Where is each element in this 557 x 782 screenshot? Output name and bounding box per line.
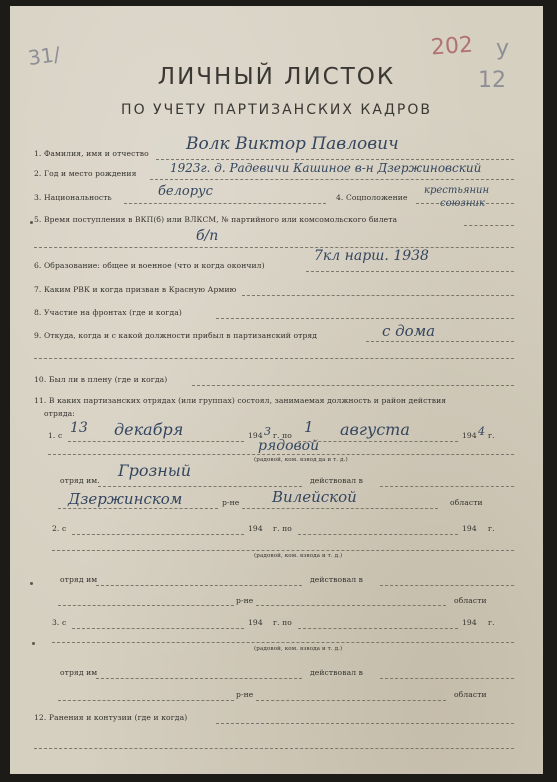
field-5-value: б/п (196, 228, 219, 244)
unit-1-name-label: отряд им. (60, 476, 100, 485)
archive-note-top-left: 31/ (26, 41, 62, 71)
field-10-line (192, 385, 514, 386)
unit-2-to-line (298, 534, 458, 535)
field-10-label: 10. Был ли в плену (где и когда) (34, 375, 168, 384)
field-6-line (306, 271, 514, 272)
field-7-line (242, 295, 514, 296)
field-1-line (156, 159, 514, 160)
field-8-line (216, 318, 514, 319)
unit-3-number: 3. с (52, 618, 67, 627)
unit-3-till: г. по (273, 618, 292, 627)
field-11-label-cont: отряда: (44, 409, 75, 418)
unit-2-name-line (96, 585, 302, 586)
field-9-line (366, 341, 514, 342)
field-12-line-2 (34, 748, 514, 749)
archive-note-top-right-b: 12 (478, 68, 506, 93)
unit-2-region-label: области (454, 596, 487, 605)
unit-1-acted-line (380, 486, 514, 487)
unit-1-from-day: 13 (70, 420, 88, 436)
field-3-label: 3. Национальность (34, 193, 112, 202)
field-5-label: 5. Время поступления в ВКП(б) или ВЛКСМ, № партийного или комсомольского билета (34, 215, 398, 224)
field-4-value-b: союзник (440, 198, 485, 209)
unit-1-from-year: 194 (248, 431, 263, 440)
field-9-line-2 (34, 358, 514, 359)
field-12-line (216, 723, 514, 724)
field-9-value: с дома (382, 322, 436, 340)
field-1-label: 1. Фамилия, имя и отчество (34, 149, 149, 158)
binding-hole (32, 642, 35, 645)
field-2-value: 1923г. д. Радевичи Кашиное в-н Дзержиновский (170, 161, 482, 175)
unit-3-name-line (96, 678, 302, 679)
unit-3-from-line (72, 628, 244, 629)
unit-2-acted-line (380, 585, 514, 586)
field-5-line-2 (34, 247, 514, 248)
field-3-line (124, 203, 326, 204)
unit-2-position-caption: (радовой, ком. взвода и т. д.) (254, 553, 343, 559)
unit-3-position-caption: (радовой, ком. взвода и т. д.) (254, 646, 343, 652)
field-9-label: 9. Откуда, когда и с какой должности прибыл в партизанский отряд (34, 331, 318, 340)
unit-3-district-line (58, 700, 234, 701)
unit-1-position-value: рядовой (258, 438, 320, 454)
unit-1-region-line (242, 508, 438, 509)
unit-2-from-line (72, 534, 244, 535)
archive-note-top-right-a: у (496, 36, 510, 61)
unit-2-till: г. по (273, 524, 292, 533)
unit-1-position-caption: (радовой, ком. взвод да и т. д.) (254, 457, 348, 463)
unit-1-from-year-digit: 3 (264, 425, 271, 438)
unit-1-to-year-digit: 4 (478, 425, 485, 438)
unit-1-acted-label: действовал в (310, 476, 364, 485)
field-1-value: Волк Виктор Павлович (186, 134, 399, 154)
unit-1-to-month: августа (340, 420, 410, 439)
unit-3-position-line (52, 642, 514, 643)
unit-2-district-label: р-не (236, 596, 254, 605)
unit-3-acted-label: действовал в (310, 668, 364, 677)
field-4-value-a: крестьянин (424, 185, 490, 196)
unit-3-from-year: 194 (248, 618, 263, 627)
binding-hole (30, 582, 33, 585)
field-6-value: 7кл нарш. 1938 (314, 248, 429, 264)
unit-1-to-line (298, 441, 458, 442)
unit-2-district-line (58, 605, 234, 606)
field-3-value: белорус (158, 184, 213, 199)
unit-1-name-value: Грозный (118, 461, 192, 480)
binding-hole (30, 221, 33, 224)
personal-record-sheet (10, 6, 543, 774)
field-11-label: 11. В каких партизанских отрядах (или группах) состоял, занимаемая должность и район действия (34, 396, 447, 405)
unit-3-name-label: отряд им (60, 668, 98, 677)
unit-1-district-value: Дзержинском (68, 490, 183, 508)
field-2-label: 2. Год и место рождения (34, 169, 137, 178)
unit-1-from-line (68, 441, 244, 442)
unit-1-district-label: р-не (222, 498, 240, 507)
unit-2-region-line (256, 605, 446, 606)
unit-2-from-year: 194 (248, 524, 263, 533)
field-4-label: 4. Соцположение (336, 193, 408, 202)
unit-1-to-year: 194 (462, 431, 477, 440)
unit-3-to-g: г. (488, 618, 495, 627)
field-8-label: 8. Участие на фронтах (где и когда) (34, 308, 182, 317)
unit-1-name-line (98, 486, 302, 487)
unit-1-till: г. по (273, 431, 292, 440)
unit-1-number: 1. с (48, 431, 63, 440)
archive-number-red: 202 (430, 32, 474, 61)
unit-2-name-label: отряд им (60, 575, 98, 584)
document-title: ЛИЧНЫЙ ЛИСТОК (157, 64, 396, 90)
unit-1-region-value: Вилейской (272, 488, 357, 506)
unit-2-acted-label: действовал в (310, 575, 364, 584)
field-5-line (464, 225, 514, 226)
unit-1-district-line (58, 508, 218, 509)
unit-1-to-day: 1 (304, 418, 314, 436)
unit-2-to-year: 194 (462, 524, 477, 533)
unit-3-to-year: 194 (462, 618, 477, 627)
unit-2-to-g: г. (488, 524, 495, 533)
unit-3-district-label: р-не (236, 690, 254, 699)
unit-3-region-label: области (454, 690, 487, 699)
unit-1-region-label: области (450, 498, 483, 507)
unit-2-number: 2. с (52, 524, 67, 533)
unit-1-position-line (48, 454, 514, 455)
unit-2-position-line (52, 550, 514, 551)
unit-3-to-line (298, 628, 458, 629)
field-7-label: 7. Каким РВК и когда призван в Красную Армию (34, 285, 237, 294)
field-6-label: 6. Образование: общее и военное (что и когда окончил) (34, 261, 265, 270)
unit-3-region-line (256, 700, 446, 701)
field-12-label: 12. Ранения и контузии (где и когда) (34, 713, 188, 722)
unit-1-to-g: г. (488, 431, 495, 440)
field-2-line (150, 179, 514, 180)
unit-1-from-month: декабря (114, 420, 184, 439)
document-subtitle: ПО УЧЕТУ ПАРТИЗАНСКИХ КАДРОВ (121, 102, 432, 118)
unit-3-acted-line (380, 678, 514, 679)
